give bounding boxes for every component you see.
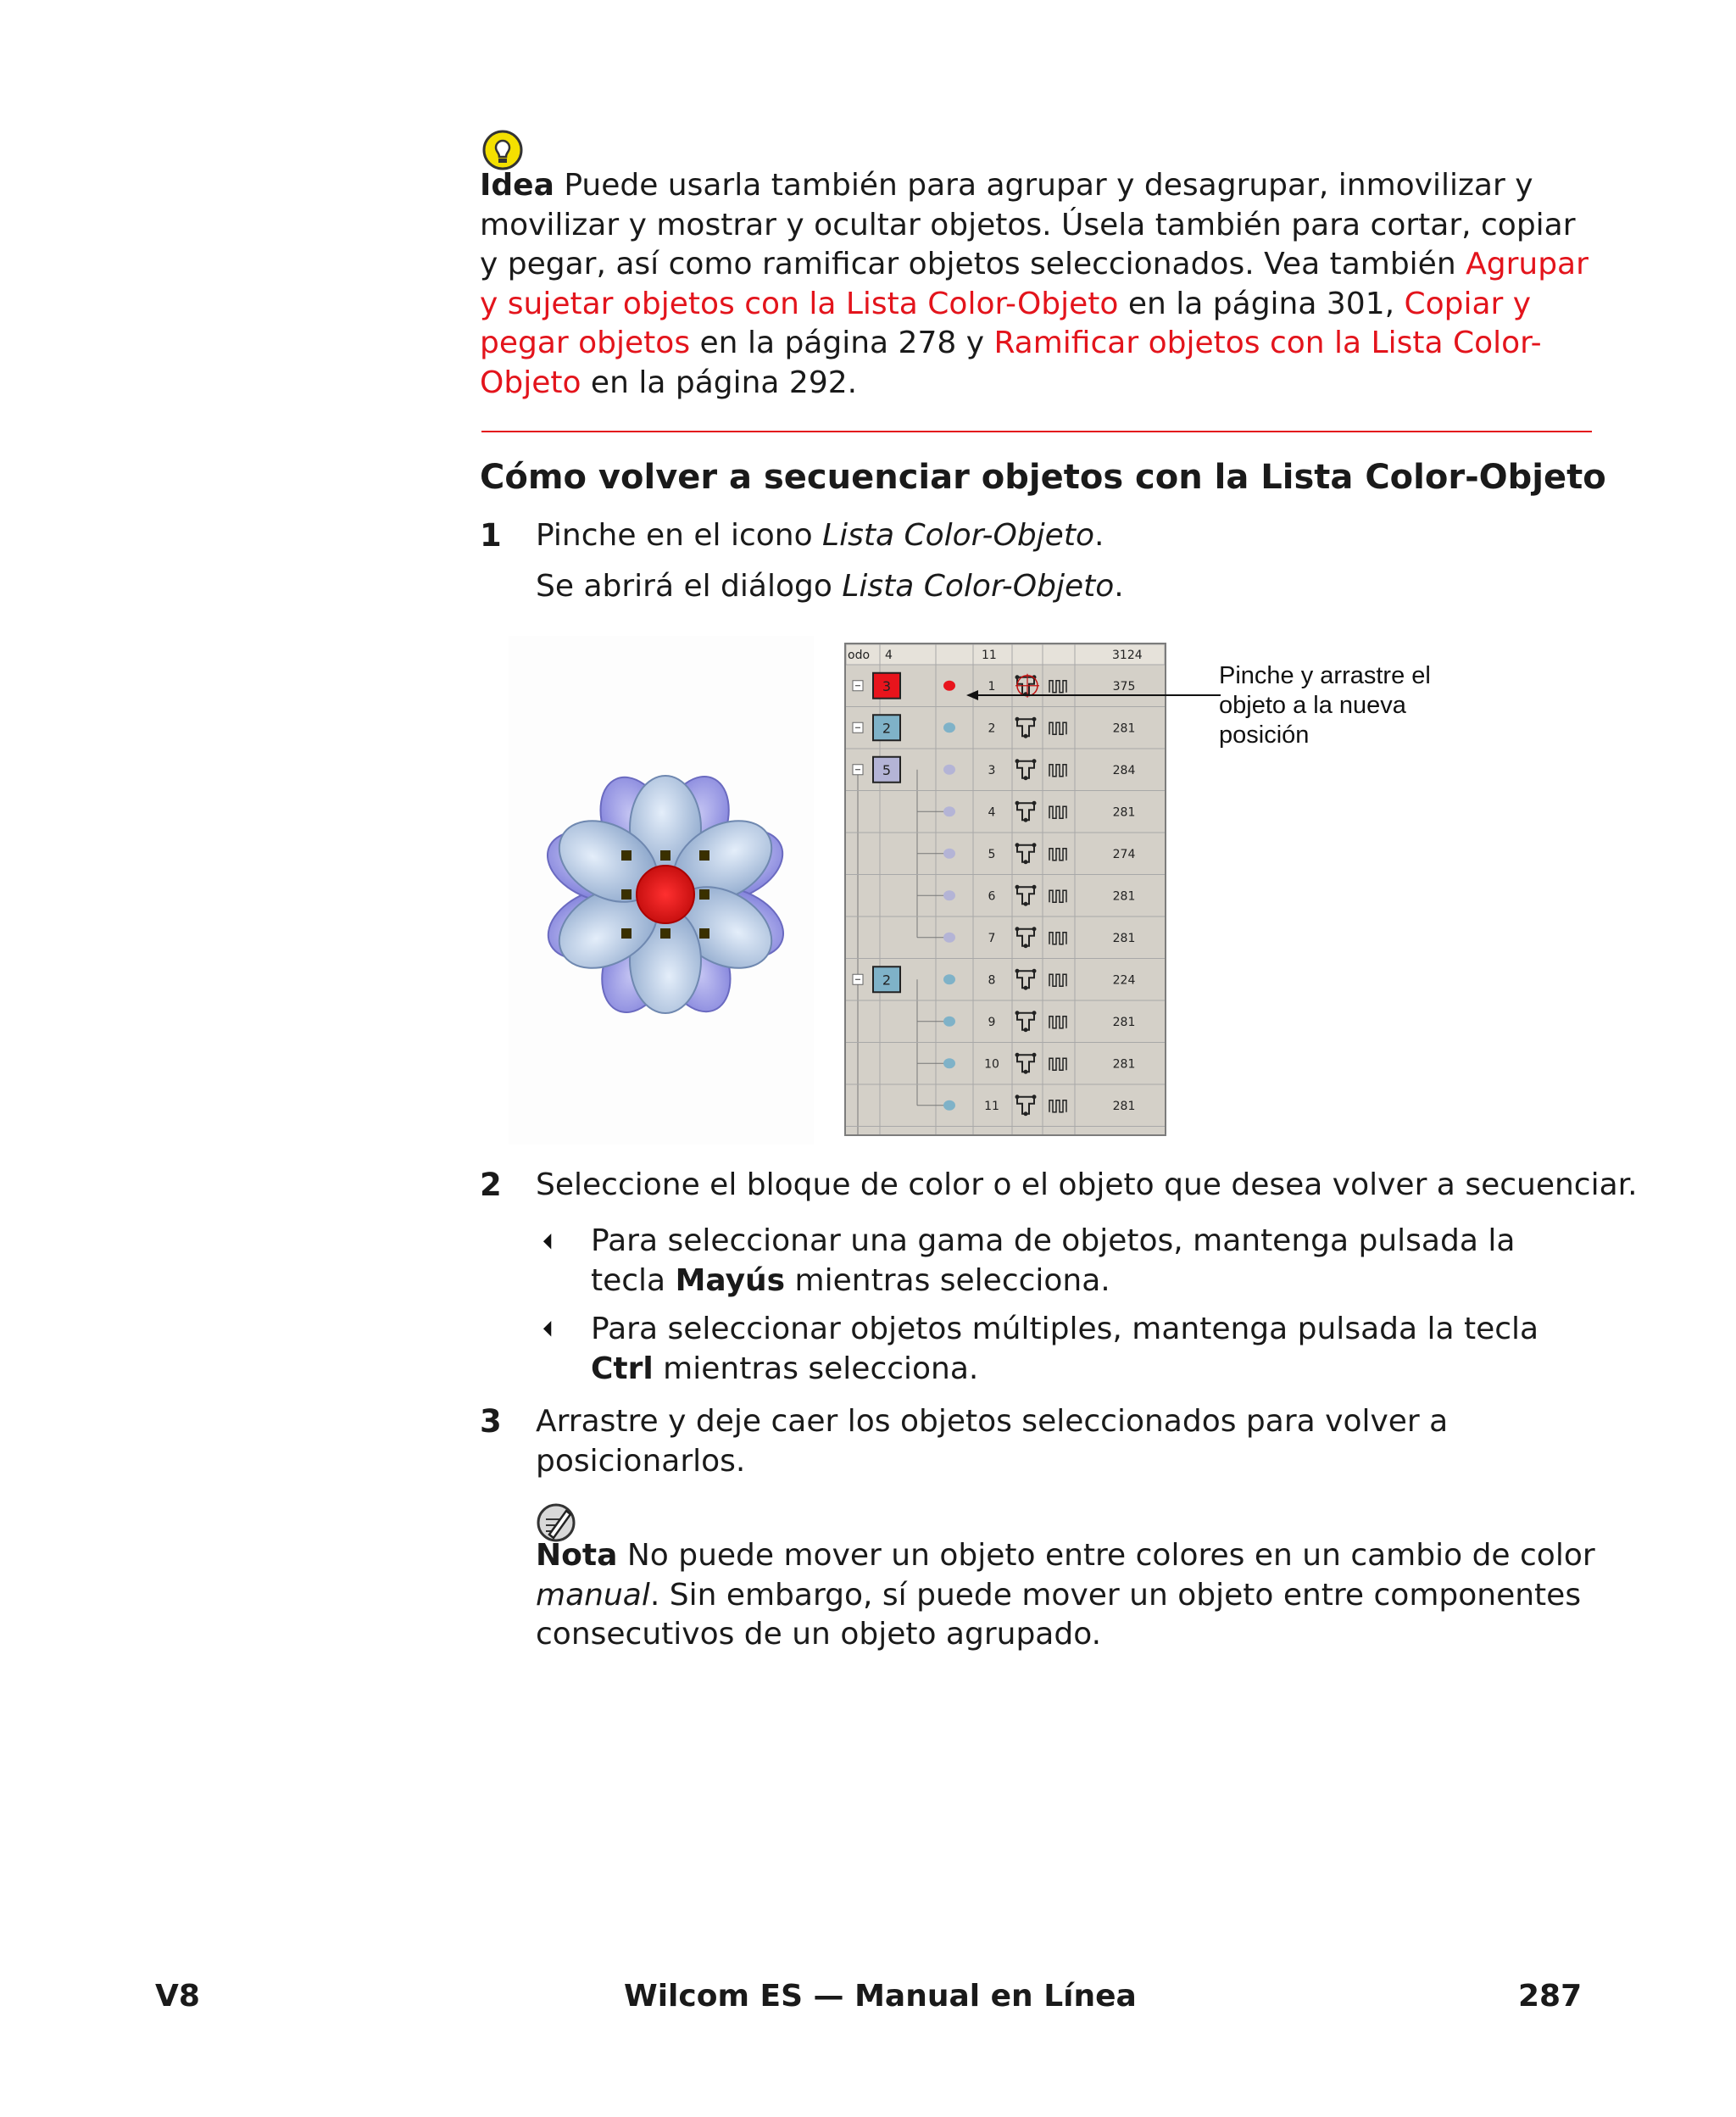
callout-line: Pinche y arrastre el <box>1219 662 1431 689</box>
step-text: . <box>1114 569 1124 604</box>
figure-callout <box>1219 661 1431 750</box>
object-type-icon <box>1017 761 1034 778</box>
object-color-dot <box>943 765 955 775</box>
section-divider <box>481 431 1592 432</box>
object-type-node <box>1032 843 1037 847</box>
bullet-item <box>591 1222 1591 1301</box>
object-number: 3 <box>988 763 996 777</box>
bullet-item <box>591 1310 1591 1389</box>
stitch-type-icon <box>1049 849 1066 861</box>
list-header-label: 4 <box>885 649 893 662</box>
object-type-icon <box>1017 929 1034 946</box>
idea-text: Puede usarla también para agrupar y desagrupar, inmovilizar y movilizar y mostrar y ocultar objetos. Úsela también para cortar, copiar y pegar, así como ramificar objetos seleccionados. Vea también <box>480 168 1576 281</box>
idea-text: en la página 301, <box>1118 286 1405 321</box>
stitch-count: 281 <box>1112 889 1136 904</box>
object-color-dot <box>943 1017 955 1027</box>
footer-page-number: 287 <box>1518 1979 1583 2014</box>
link-copiar-pegar[interactable]: Copiar y pegar objetos <box>480 286 1532 360</box>
object-type-node <box>1032 759 1037 763</box>
callout-line: posición <box>1219 721 1310 749</box>
object-type-node <box>1024 860 1028 864</box>
object-number: 2 <box>988 721 996 736</box>
stitch-count: 281 <box>1112 805 1136 820</box>
object-type-node <box>1015 801 1020 805</box>
stitch-count: 281 <box>1112 721 1136 736</box>
object-type-node <box>1015 675 1020 679</box>
stitch-count: 375 <box>1112 679 1136 694</box>
color-block-number: 2 <box>882 972 892 989</box>
stitch-count: 281 <box>1112 931 1136 945</box>
step-number: 2 <box>480 1167 502 1203</box>
object-number: 5 <box>988 847 996 861</box>
step-2-text: Seleccione el bloque de color o el objeto que desea volver a secuenciar. <box>536 1167 1638 1202</box>
step-text: . <box>1093 518 1104 553</box>
step-emphasis: Lista Color-Objeto <box>842 569 1115 604</box>
stitch-count: 281 <box>1112 1099 1136 1113</box>
stitch-type-icon <box>1049 890 1066 902</box>
object-type-icon <box>1017 1097 1034 1114</box>
object-type-node <box>1015 759 1020 763</box>
object-color-dot <box>943 974 955 984</box>
lightbulb-icon <box>481 129 524 171</box>
stitch-count: 281 <box>1112 1015 1136 1029</box>
object-number: 7 <box>988 931 996 945</box>
object-type-node <box>1024 818 1028 822</box>
object-color-dot <box>943 722 955 733</box>
object-color-dot <box>943 681 955 691</box>
object-number: 9 <box>988 1015 996 1029</box>
object-type-node <box>1024 902 1028 906</box>
color-block-number: 3 <box>882 677 892 694</box>
bullet-text: mientras selecciona. <box>653 1351 979 1386</box>
list-header-label: 11 <box>982 649 997 662</box>
object-type-node <box>1024 776 1028 780</box>
step-number: 1 <box>480 517 502 554</box>
stitch-count: 281 <box>1112 1057 1136 1072</box>
step-text: Se abrirá el diálogo <box>536 569 843 604</box>
object-type-node <box>1032 717 1037 721</box>
object-number: 11 <box>984 1099 999 1113</box>
footer-version: V8 <box>155 1979 200 2014</box>
step-3-text: Arrastre y deje caer los objetos seleccionados para volver a posicionarlos. <box>536 1404 1449 1479</box>
object-number: 1 <box>988 679 996 694</box>
bullet-triangle-icon: ⏴ <box>542 1317 554 1342</box>
object-type-node <box>1015 843 1020 847</box>
object-type-node <box>1015 1011 1020 1015</box>
stitch-count: 284 <box>1112 763 1136 777</box>
step-1-result <box>536 567 1124 607</box>
object-color-dot <box>943 849 955 859</box>
bullet-triangle-icon: ⏴ <box>542 1229 554 1255</box>
object-type-icon <box>1017 887 1034 904</box>
list-header-label: 3124 <box>1112 649 1143 662</box>
bullet-text: mientras selecciona. <box>785 1262 1110 1298</box>
object-type-icon <box>1017 845 1034 862</box>
object-type-node <box>1015 1053 1020 1057</box>
object-type-node <box>1015 969 1020 973</box>
idea-text: en la página 278 y <box>690 326 994 360</box>
step-1-text <box>536 516 1104 556</box>
object-color-dot <box>943 933 955 943</box>
key-name: Mayús <box>675 1262 786 1298</box>
stitch-type-icon <box>1049 974 1066 986</box>
object-color-dot <box>943 890 955 900</box>
object-type-icon <box>1017 1013 1034 1030</box>
object-type-icon <box>1017 719 1034 736</box>
object-type-node <box>1015 717 1020 721</box>
callout-line: objeto a la nueva <box>1219 692 1406 719</box>
bullet-text: Para seleccionar una gama de objetos, mantenga pulsada la tecla <box>591 1223 1516 1298</box>
color-block-number: 2 <box>882 720 892 737</box>
section-heading: Cómo volver a secuenciar objetos con la Lista Color-Objeto <box>480 458 1606 497</box>
object-type-icon <box>1017 971 1034 988</box>
note-paragraph <box>536 1536 1595 1655</box>
object-number: 8 <box>988 973 996 988</box>
stitch-type-icon <box>1049 1017 1066 1028</box>
object-type-node <box>1032 801 1037 805</box>
object-type-icon <box>1017 803 1034 820</box>
note-emphasis: manual <box>536 1577 650 1613</box>
stitch-type-icon <box>1049 765 1066 777</box>
object-type-node <box>1024 734 1028 738</box>
footer-title: Wilcom ES — Manual en Línea <box>624 1979 1137 2014</box>
object-type-node <box>1015 927 1020 931</box>
color-object-list-dialog[interactable] <box>844 643 1166 1136</box>
stitch-type-icon <box>1049 722 1066 734</box>
object-color-dot <box>943 1100 955 1111</box>
stitch-count: 224 <box>1112 973 1136 988</box>
color-object-list-grid <box>846 644 1165 1134</box>
stitch-type-icon <box>1049 1058 1066 1070</box>
object-type-node <box>1024 1070 1028 1074</box>
object-type-node <box>1032 1095 1037 1099</box>
object-type-node <box>1024 944 1028 948</box>
step-number: 3 <box>480 1403 502 1440</box>
link-agrupar-sujetar[interactable]: Agrupar y sujetar objetos con la Lista Color-Objeto <box>480 247 1589 321</box>
object-type-node <box>1032 927 1037 931</box>
note-text: . Sin embargo, sí puede mover un objeto entre componentes consecutivos de un objeto agrupado. <box>536 1577 1582 1652</box>
callout-pointer-arrow <box>966 687 1221 704</box>
object-number: 10 <box>984 1057 999 1072</box>
link-ramificar-objetos[interactable]: Ramificar objetos con la Lista Color-Objeto <box>480 326 1542 400</box>
object-number: 4 <box>988 805 996 820</box>
step-emphasis: Lista Color-Objeto <box>822 518 1094 553</box>
stitch-count: 274 <box>1112 847 1136 861</box>
idea-paragraph <box>480 166 1599 403</box>
object-type-node <box>1024 1111 1028 1116</box>
idea-text: en la página 292. <box>581 365 858 400</box>
stitch-type-icon <box>1049 806 1066 818</box>
note-label: Nota <box>536 1538 618 1573</box>
object-color-dot <box>943 1058 955 1068</box>
stitch-type-icon <box>1049 1100 1066 1112</box>
object-color-dot <box>943 806 955 816</box>
object-type-node <box>1015 885 1020 889</box>
object-type-node <box>1024 1028 1028 1032</box>
object-type-node <box>1032 885 1037 889</box>
object-type-node <box>1015 1095 1020 1099</box>
object-type-node <box>1032 1053 1037 1057</box>
stitch-type-icon <box>1049 933 1066 944</box>
bullet-text: Para seleccionar objetos múltiples, mantenga pulsada la tecla <box>591 1312 1539 1346</box>
flower-embroidery-image <box>534 763 797 1026</box>
step-text: Pinche en el icono <box>536 518 823 553</box>
object-type-icon <box>1017 1055 1034 1072</box>
idea-label: Idea <box>480 168 554 203</box>
object-type-node <box>1032 969 1037 973</box>
key-name: Ctrl <box>591 1351 654 1386</box>
object-type-node <box>1032 1011 1037 1015</box>
note-text: No puede mover un objeto entre colores en un cambio de color <box>617 1538 1595 1573</box>
list-header-label: odo <box>848 649 871 662</box>
color-block-number: 5 <box>882 761 892 778</box>
object-number: 6 <box>988 889 996 904</box>
object-type-node <box>1024 986 1028 990</box>
